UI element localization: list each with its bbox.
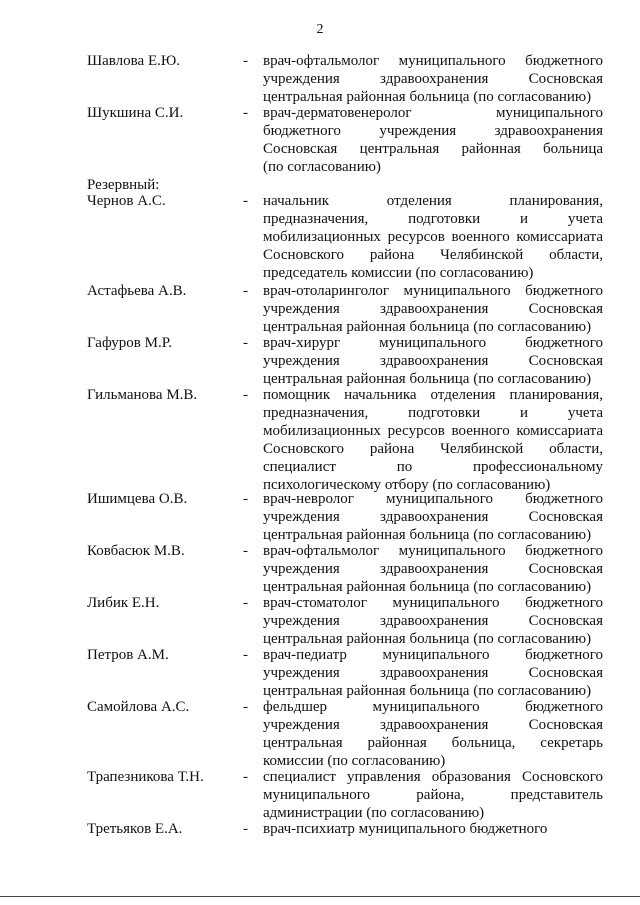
position-line: специалист по профессиональному [263,459,603,475]
member-name: Ковбасюк М.В. [87,543,185,559]
position-line: учреждения здравоохранения Сосновская [263,717,603,733]
position-line: центральная районная больница (по согласованию) [263,579,592,595]
entry-dash: - [243,105,248,121]
position-line: центральная районная больница (по согласованию) [263,631,592,647]
position-line: врач-отоларинголог муниципального бюджетного [263,283,603,299]
member-name: Астафьева А.В. [87,283,187,299]
position-line: врач-невролог муниципального бюджетного [263,491,603,507]
position-line: учреждения здравоохранения Сосновская [263,613,603,629]
member-name: Трапезникова Т.Н. [87,769,204,785]
position-line: Сосновского района Челябинской области, [263,247,603,263]
position-line: центральная районная больница (по согласованию) [263,319,592,335]
member-position [263,104,603,176]
position-line: (по согласованию) [263,159,381,175]
member-position [263,282,603,336]
position-line: Сосновская центральная районная больница [263,141,603,157]
member-position [263,386,603,494]
position-line: учреждения здравоохранения Сосновская [263,665,603,681]
member-position [263,820,603,838]
position-line: учреждения здравоохранения Сосновская [263,509,603,525]
position-line: врач-дерматовенеролог муниципального [263,105,603,121]
position-line: администрации (по согласованию) [263,805,485,821]
position-line: центральная районная больница (по согласованию) [263,527,592,543]
position-line: психологическому отбору (по согласованию) [263,477,551,493]
member-name: Шавлова Е.Ю. [87,53,181,69]
entry-dash: - [243,387,248,403]
position-line: предназначения, подготовки и учета [263,405,603,421]
position-line: комиссии (по согласованию) [263,753,446,769]
member-name: Шукшина С.И. [87,105,184,121]
position-line: муниципального района, представитель [263,787,603,803]
page-number: 2 [316,22,324,37]
member-name: Самойлова А.С. [87,699,190,715]
position-line: мобилизационных ресурсов военного комиссариата [263,229,603,245]
member-name: Гильманова М.В. [87,387,198,403]
position-line: бюджетного учреждения здравоохранения [263,123,603,139]
position-line: учреждения здравоохранения Сосновская [263,71,603,87]
entry-dash: - [243,491,248,507]
member-name: Гафуров М.Р. [87,335,172,351]
entry-dash: - [243,769,248,785]
position-line: врач-хирург муниципального бюджетного [263,335,603,351]
member-name: Петров А.М. [87,647,169,663]
position-line: фельдшер муниципального бюджетного [263,699,603,715]
bottom-divider [0,896,640,897]
position-line: врач-педиатр муниципального бюджетного [263,647,603,663]
position-line: специалист управления образования Сосновского [263,769,603,785]
member-position [263,52,603,106]
position-line: центральная районная больница (по согласованию) [263,89,592,105]
position-line: учреждения здравоохранения Сосновская [263,301,603,317]
entry-dash: - [243,335,248,351]
entry-dash: - [243,193,248,209]
entry-dash: - [243,595,248,611]
member-name: Либик Е.Н. [87,595,160,611]
position-line: врач-офтальмолог муниципального бюджетного [263,53,603,69]
entry-dash: - [243,821,248,837]
position-line: учреждения здравоохранения Сосновская [263,353,603,369]
position-line: центральная районная больница, секретарь [263,735,603,751]
position-line: председатель комиссии (по согласованию) [263,265,534,281]
position-line: предназначения, подготовки и учета [263,211,603,227]
position-line: Сосновского района Челябинской области, [263,441,603,457]
entry-dash: - [243,647,248,663]
member-position [263,490,603,544]
member-name: Чернов А.С. [87,193,166,209]
position-line: помощник начальника отделения планирования, [263,387,603,403]
position-line: мобилизационных ресурсов военного комиссариата [263,423,603,439]
position-line: учреждения здравоохранения Сосновская [263,561,603,577]
member-position [263,594,603,648]
position-line: центральная районная больница (по согласованию) [263,683,592,699]
member-position [263,334,603,388]
position-line: начальник отделения планирования, [263,193,603,209]
reserve-label: Резервный: [87,177,160,193]
member-position [263,698,603,770]
member-name: Третьяков Е.А. [87,821,183,837]
entry-dash: - [243,543,248,559]
position-line: центральная районная больница (по согласованию) [263,371,592,387]
member-position [263,768,603,822]
member-position [263,192,603,282]
member-position [263,646,603,700]
entry-dash: - [243,53,248,69]
position-line: врач-стоматолог муниципального бюджетного [263,595,603,611]
member-position [263,542,603,596]
entry-dash: - [243,283,248,299]
member-name: Ишимцева О.В. [87,491,188,507]
position-line: врач-офтальмолог муниципального бюджетного [263,543,603,559]
position-line: врач-психиатр муниципального бюджетного [263,821,548,837]
entry-dash: - [243,699,248,715]
